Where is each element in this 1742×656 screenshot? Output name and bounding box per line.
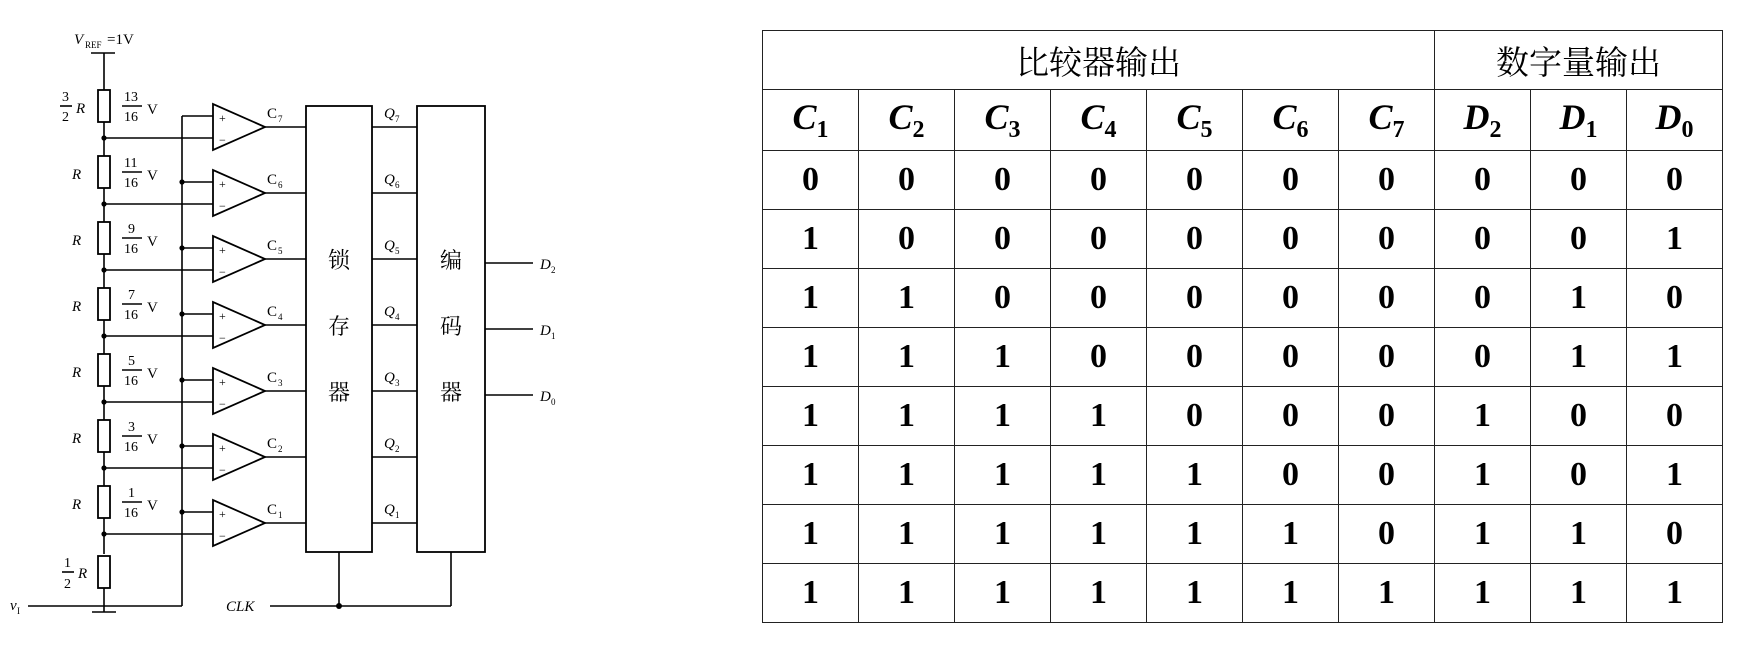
table-cell: 0 [1435,328,1531,387]
table-cell: 1 [1531,505,1627,564]
table-cell: 1 [763,505,859,564]
table-cell: 1 [1435,505,1531,564]
table-body [763,151,1723,623]
resistor-r [98,420,110,452]
svg-text:11: 11 [124,156,138,171]
table-cell: 1 [1243,505,1339,564]
table-cell: 1 [1627,564,1723,623]
column-header: $D_0$ [1627,90,1723,151]
truth-table [762,30,1723,623]
table-cell: 1 [859,387,955,446]
table-cell: 0 [1147,328,1243,387]
table-cell: 1 [1531,328,1627,387]
table-cell: 0 [1339,387,1435,446]
svg-text:+: + [219,177,226,191]
table-cell: 1 [763,328,859,387]
svg-text:1: 1 [64,556,71,571]
tap-voltage-7-16 [122,288,158,323]
table-cell: 0 [859,151,955,210]
table-cell: 1 [955,328,1051,387]
table-cell: 0 [1627,505,1723,564]
table-cell: 0 [1243,210,1339,269]
table-cell: 0 [1147,210,1243,269]
svg-text:2: 2 [278,444,283,454]
svg-text:C: C [267,502,278,518]
table-cell: 1 [1435,446,1531,505]
table-cell: 1 [1051,505,1147,564]
resistor-top [98,90,110,122]
table-cell: 0 [1051,151,1147,210]
svg-text:5: 5 [128,354,135,369]
svg-text:−: − [219,199,226,213]
svg-text:R: R [72,431,82,447]
table-cell: 1 [763,387,859,446]
svg-text:C: C [267,172,278,188]
table-row [763,269,1723,328]
svg-text:7: 7 [128,288,135,303]
table-row [763,151,1723,210]
table-cell: 0 [1051,269,1147,328]
svg-text:−: − [219,331,226,345]
table-row [763,328,1723,387]
column-header: $D_1$ [1531,90,1627,151]
table-cell: 1 [1627,328,1723,387]
column-header: $C_7$ [1339,90,1435,151]
svg-text:16: 16 [124,374,138,389]
table-cell: 1 [1435,387,1531,446]
svg-text:2: 2 [395,444,400,454]
table-cell: 1 [1051,564,1147,623]
table-cell: 0 [1531,387,1627,446]
svg-text:16: 16 [124,176,138,191]
comparator-4 [213,302,306,348]
comparator-6 [213,170,306,216]
table-cell: 0 [859,210,955,269]
comparator-1 [213,500,306,546]
table-cell: 0 [1627,151,1723,210]
svg-text:1: 1 [128,486,135,501]
table-cell: 1 [859,446,955,505]
svg-text:Q: Q [384,106,395,122]
table-cell: 1 [1627,210,1723,269]
svg-text:16: 16 [124,242,138,257]
table-row [763,387,1723,446]
svg-text:C: C [267,304,278,320]
table-cell: 1 [763,269,859,328]
column-header: $C_5$ [1147,90,1243,151]
table-cell: 0 [955,151,1051,210]
svg-text:R: R [72,233,82,249]
table-cell: 1 [1339,564,1435,623]
svg-text:R: R [72,365,82,381]
table-cell: 1 [955,446,1051,505]
svg-text:V: V [147,168,158,184]
table-cell: 0 [955,269,1051,328]
table-cell: 0 [1339,269,1435,328]
table-cell: 0 [763,151,859,210]
column-header: $C_4$ [1051,90,1147,151]
svg-text:+: + [219,111,226,125]
latch-outputs [372,106,417,523]
svg-text:+: + [219,507,226,521]
table-cell: 1 [1147,446,1243,505]
input-bus-taps [179,116,213,515]
table-cell: 0 [1147,151,1243,210]
group-digital-output: 数字量输出 [1435,31,1723,90]
svg-text:13: 13 [124,90,138,105]
svg-text:D: D [540,323,551,339]
table-cell: 1 [955,387,1051,446]
column-header: $D_2$ [1435,90,1531,151]
svg-text:V: V [147,366,158,382]
table-cell: 0 [1531,210,1627,269]
svg-text:+: + [219,441,226,455]
table-row [763,446,1723,505]
table-cell: 1 [859,269,955,328]
svg-text:Q: Q [384,370,395,386]
comparator-2 [213,434,306,480]
table-cell: 1 [859,564,955,623]
table-cell: 1 [763,446,859,505]
column-header: $C_6$ [1243,90,1339,151]
ladder-taps [101,135,213,536]
svg-text:3: 3 [128,420,135,435]
svg-text:6: 6 [278,180,283,190]
svg-text:R: R [72,167,82,183]
table-cell: 0 [1147,387,1243,446]
svg-text:−: − [219,265,226,279]
tap-voltage-1-16 [122,486,158,521]
input-label: v [10,598,17,614]
digital-outputs [485,257,556,407]
svg-text:1: 1 [278,510,283,520]
encoder-label-2: 码 [439,315,463,340]
table-cell: 1 [1051,446,1147,505]
table-cell: 1 [1051,387,1147,446]
svg-text:5: 5 [395,246,400,256]
svg-text:7: 7 [278,114,283,124]
table-cell: 0 [1435,151,1531,210]
svg-text:−: − [219,529,226,543]
latch-label-3: 器 [327,381,351,406]
resistor-r [98,222,110,254]
tap-voltage-3-16 [122,420,158,455]
svg-text:5: 5 [278,246,283,256]
encoder-label-3: 器 [439,381,463,406]
svg-text:3: 3 [278,378,283,388]
svg-text:2: 2 [64,577,71,592]
table-cell: 1 [859,505,955,564]
table-cell: 0 [1435,210,1531,269]
table-cell: 0 [1243,328,1339,387]
column-header: $C_1$ [763,90,859,151]
svg-text:Q: Q [384,304,395,320]
vref-symbol: V [74,32,84,48]
table-cell: 1 [1243,564,1339,623]
table-cell: 0 [955,210,1051,269]
table-cell: 0 [1147,269,1243,328]
svg-text:6: 6 [395,180,400,190]
table-cell: 0 [1339,151,1435,210]
table-cell: 0 [1339,210,1435,269]
svg-text:D: D [540,389,551,405]
svg-text:+: + [219,309,226,323]
svg-text:V: V [147,102,158,118]
table-cell: 1 [763,210,859,269]
svg-text:R: R [72,497,82,513]
table-cell: 1 [859,328,955,387]
table-cell: 1 [1531,564,1627,623]
table-row [763,505,1723,564]
column-header: $C_3$ [955,90,1051,151]
column-header: $C_2$ [859,90,955,151]
svg-text:16: 16 [124,110,138,125]
svg-text:1: 1 [395,510,400,520]
comparator-3 [213,368,306,414]
resistor-bottom [98,556,110,588]
table-cell: 1 [1435,564,1531,623]
table-cell: 0 [1627,269,1723,328]
svg-text:R: R [72,299,82,315]
table-row [763,210,1723,269]
svg-text:1: 1 [551,331,556,341]
group-comparator-output: 比较器输出 [763,31,1435,90]
svg-text:V: V [147,300,158,316]
group-header-row [763,31,1723,90]
table-cell: 0 [1435,269,1531,328]
svg-text:3: 3 [395,378,400,388]
resistor-r [98,288,110,320]
table-cell: 0 [1243,151,1339,210]
svg-text:Q: Q [384,238,395,254]
svg-text:I: I [17,606,20,616]
comparator-5 [213,236,306,282]
resistor-r [98,354,110,386]
table-cell: 0 [1531,446,1627,505]
svg-text:R: R [76,101,86,117]
svg-text:Q: Q [384,502,395,518]
svg-text:Q: Q [384,436,395,452]
tap-voltage-13-16 [122,90,158,125]
table-cell: 0 [1627,387,1723,446]
svg-text:−: − [219,397,226,411]
svg-text:Q: Q [384,172,395,188]
svg-text:9: 9 [128,222,135,237]
table-cell: 0 [1339,505,1435,564]
resistor-r [98,156,110,188]
flash-adc-circuit-diagram [0,0,600,656]
tap-voltage-11-16 [122,156,158,191]
svg-text:4: 4 [395,312,400,322]
table-cell: 1 [1627,446,1723,505]
svg-text:D: D [540,257,551,273]
svg-text:2: 2 [62,110,69,125]
svg-text:V: V [147,432,158,448]
vref-value: =1V [107,32,134,48]
table-cell: 1 [1531,269,1627,328]
svg-text:16: 16 [124,506,138,521]
svg-text:C: C [267,436,278,452]
svg-text:−: − [219,463,226,477]
table-cell: 0 [1243,269,1339,328]
svg-text:4: 4 [278,312,283,322]
table-cell: 0 [1339,328,1435,387]
svg-text:16: 16 [124,440,138,455]
latch-label-1: 锁 [327,249,351,274]
svg-text:C: C [267,238,278,254]
vref-sub: REF [85,40,102,50]
svg-text:7: 7 [395,114,400,124]
svg-text:0: 0 [551,397,556,407]
svg-text:+: + [219,375,226,389]
table-cell: 1 [955,564,1051,623]
table-cell: 0 [1243,387,1339,446]
table-cell: 1 [763,564,859,623]
table-cell: 0 [1051,210,1147,269]
table-cell: 0 [1531,151,1627,210]
table-row [763,564,1723,623]
svg-text:+: + [219,243,226,257]
table-cell: 0 [1339,446,1435,505]
clk-label: CLK [226,599,255,615]
svg-text:V: V [147,498,158,514]
svg-text:16: 16 [124,308,138,323]
svg-text:3: 3 [62,90,69,105]
svg-text:2: 2 [551,265,556,275]
table-cell: 1 [1147,564,1243,623]
table-cell: 1 [1147,505,1243,564]
column-header-row [763,90,1723,151]
tap-voltage-5-16 [122,354,158,389]
encoder-label-1: 编 [439,249,463,274]
table-cell: 0 [1243,446,1339,505]
table-cell: 1 [955,505,1051,564]
svg-text:−: − [219,133,226,147]
resistor-r [98,486,110,518]
latch-label-2: 存 [327,315,351,340]
svg-text:C: C [267,106,278,122]
tap-voltage-9-16 [122,222,158,257]
svg-text:R: R [78,566,88,582]
table-cell: 0 [1051,328,1147,387]
comparator-7 [213,104,306,150]
svg-text:V: V [147,234,158,250]
svg-text:C: C [267,370,278,386]
